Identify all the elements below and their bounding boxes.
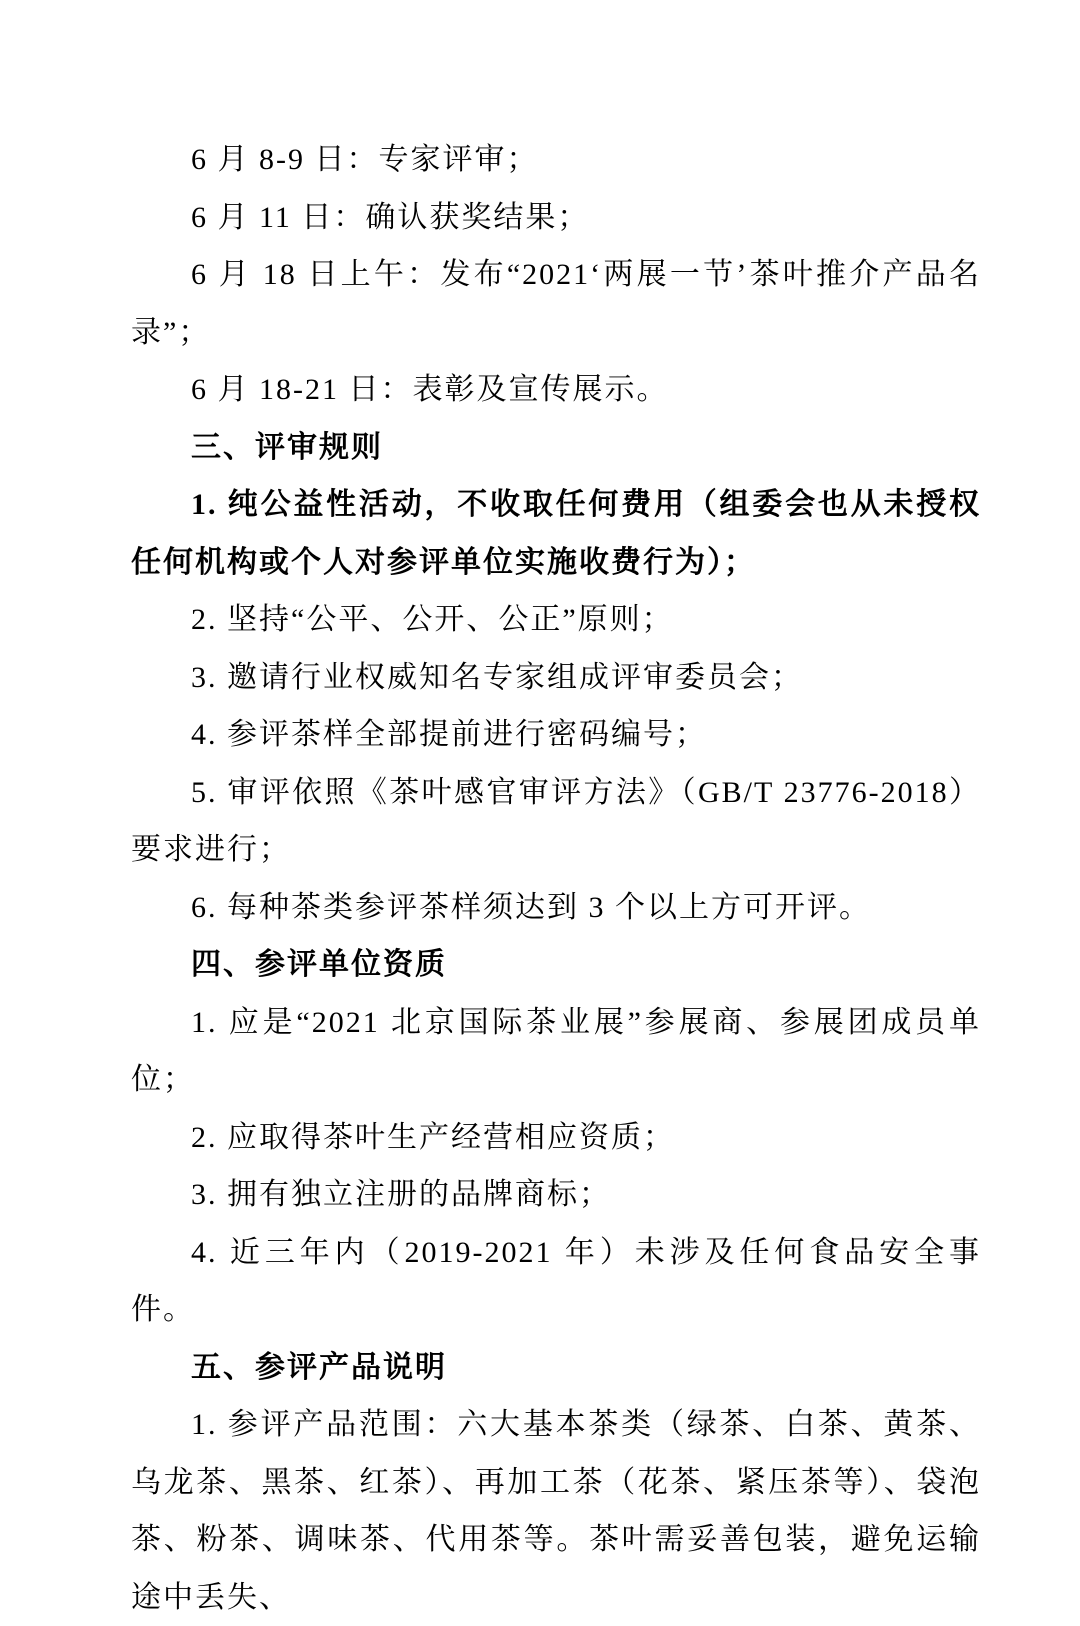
section-heading: 四、参评单位资质 [191,948,447,981]
section-heading: 五、参评产品说明 [191,1350,447,1384]
document-paragraph: 6 月 11 日：确认获奖结果； [191,200,590,234]
document-paragraph: 5. 审评依照《茶叶感官审评方法》（GB/T 23776-2018）要求进行； [131,775,981,866]
document-paragraph: 1. 应是“2021 北京国际茶业展”参展商、参展团成员单位； [131,1005,981,1096]
document-paragraph: 3. 拥有独立注册的品牌商标； [191,1178,611,1211]
section-heading: 三、评审规则 [191,430,383,464]
document-paragraph: 6 月 8-9 日：专家评审； [191,143,539,176]
document-paragraph: 2. 坚持“公平、公开、公正”原则； [191,603,674,636]
document-paragraph: 6 月 18 日上午：发布“2021‘两展一节’茶叶推介产品名录”； [131,258,981,349]
document-paragraph: 2. 应取得茶叶生产经营相应资质； [191,1120,675,1154]
document-paragraph: 1. 纯公益性活动，不收取任何费用（组委会也从未授权任何机构或个人对参评单位实施收费行为）； [131,488,981,579]
document-paragraph: 6 月 18-21 日：表彰及宣传展示。 [191,373,669,406]
document-paragraph: 1. 参评产品范围：六大基本茶类（绿茶、白茶、黄茶、乌龙茶、黑茶、红茶）、再加工茶（花茶、紧压茶等）、袋泡茶、粉茶、调味茶、代用茶等。茶叶需妥善包装，避免运输途中丢失、 [131,1408,981,1614]
document-body [131,131,981,1626]
document-paragraph: 4. 近三年内（2019-2021 年）未涉及任何食品安全事件。 [131,1235,981,1326]
document-paragraph: 3. 邀请行业权威知名专家组成评审委员会； [191,660,803,694]
document-paragraph: 6. 每种茶类参评茶样须达到 3 个以上方可开评。 [191,890,871,924]
document-paragraph: 4. 参评茶样全部提前进行密码编号； [191,718,707,751]
